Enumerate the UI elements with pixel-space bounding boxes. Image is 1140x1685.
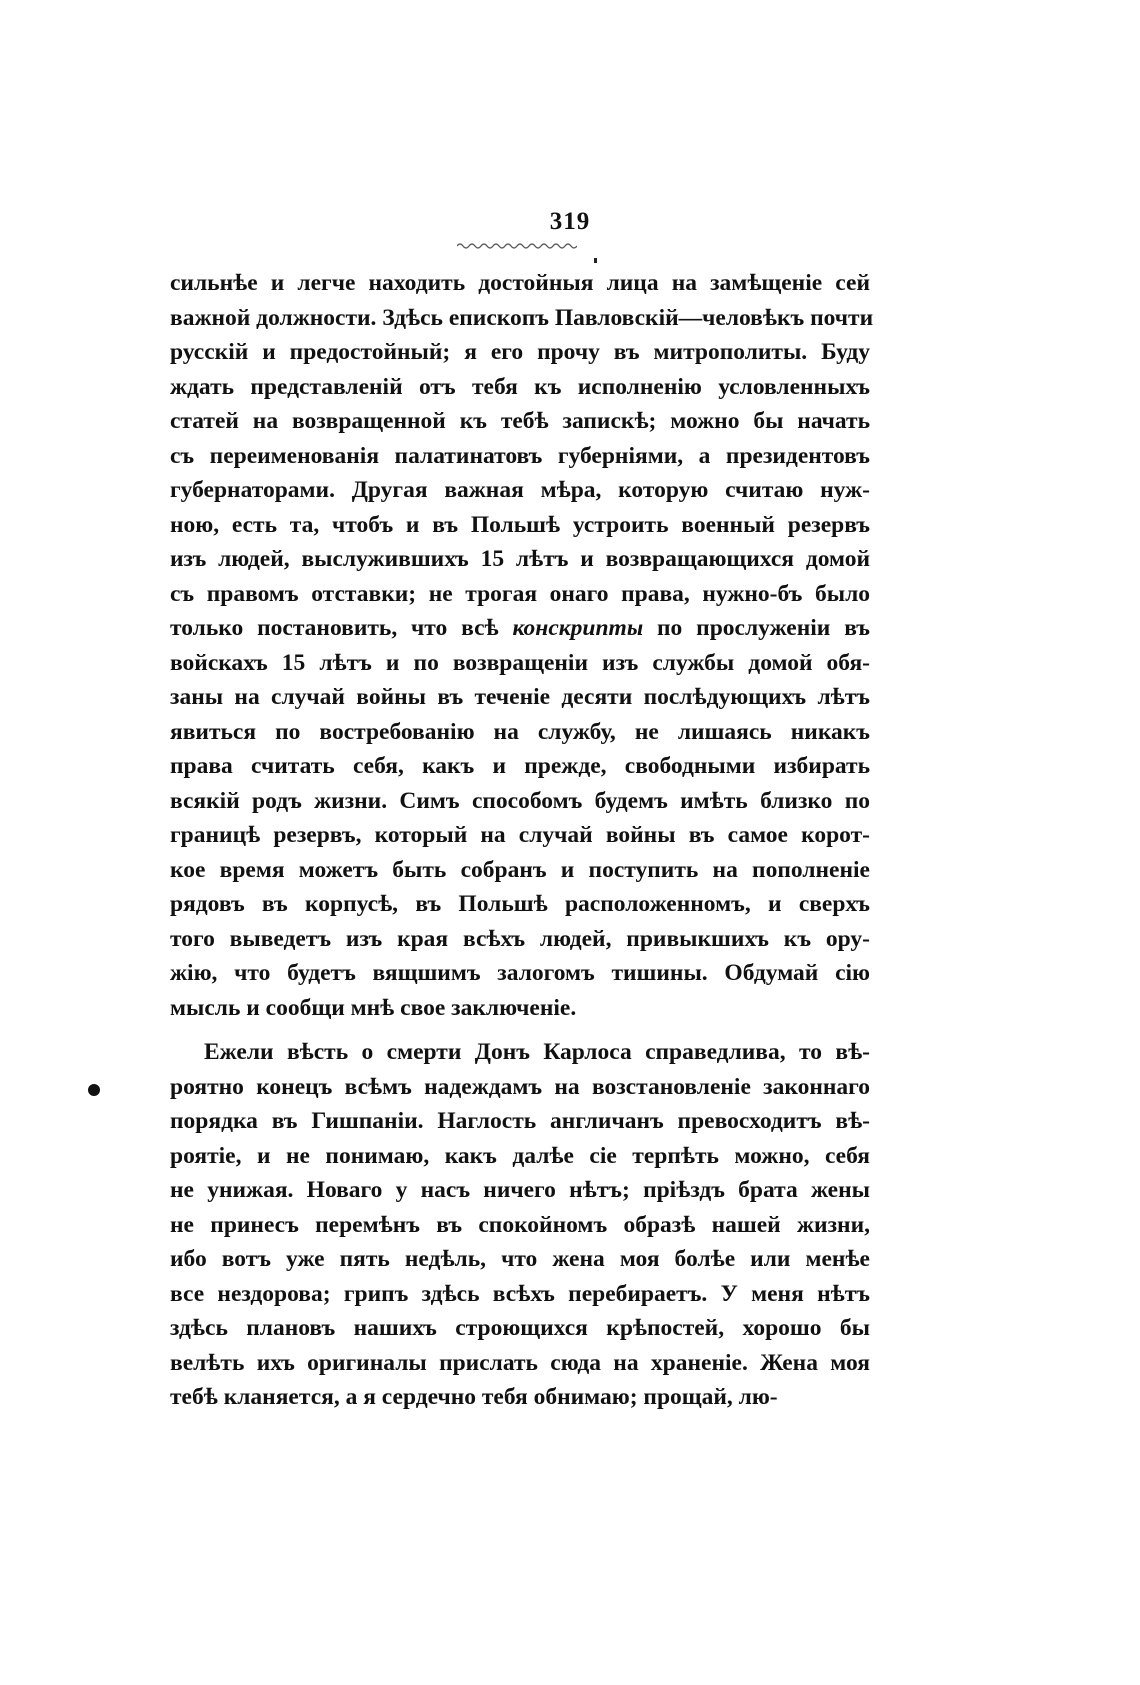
text-line: жію, что будетъ вящшимъ залогомъ тишины. Обдумай сію bbox=[170, 960, 870, 986]
text-line: порядка въ Гишпаніи. Наглость англичанъ превосходитъ вѣ- bbox=[170, 1108, 870, 1134]
text-line: явиться по востребованію на службу, не лишаясь никакъ bbox=[170, 718, 870, 745]
text-line: статей на возвращенной къ тебѣ запискѣ; можно бы начать bbox=[170, 408, 870, 434]
text-line: кое время можетъ быть собранъ и поступить на пополненіе bbox=[170, 856, 870, 883]
margin-dot bbox=[88, 1084, 100, 1096]
text-line: роятіе, и не понимаю, какъ далѣе сіе терпѣть можно, себя bbox=[170, 1142, 870, 1169]
text-line: роятно конецъ всѣмъ надеждамъ на возстановленіе законнаго bbox=[170, 1073, 870, 1100]
text-line: все нездорова; грипъ здѣсь всѣхъ перебираетъ. У меня нѣтъ bbox=[170, 1280, 870, 1307]
text-line: не унижая. Новаго у насъ ничего нѣтъ; пріѣздъ брата жены bbox=[170, 1177, 870, 1203]
text-line: тебѣ кланяется, а я сердечно тебя обнимаю; прощай, лю- bbox=[170, 1384, 778, 1410]
text-line: заны на случай войны въ теченіе десяти послѣдующихъ лѣтъ bbox=[170, 684, 870, 710]
paragraph-1 bbox=[170, 266, 874, 1025]
page-number-rule bbox=[457, 242, 577, 250]
text-line: того выведетъ изъ края всѣхъ людей, привыкшихъ къ ору- bbox=[170, 925, 870, 952]
print-speck bbox=[594, 258, 597, 263]
text-line: всякій родъ жизни. Симъ способомъ будемъ имѣть близко по bbox=[170, 787, 870, 814]
paragraph-gap bbox=[170, 1025, 870, 1035]
text-line: ждать представленій отъ тебя къ исполненію условленныхъ bbox=[170, 373, 870, 400]
text-line: губернаторами. Другая важная мѣра, которую считаю нуж- bbox=[170, 477, 870, 503]
text-line: велѣть ихъ оригиналы прислать сюда на храненіе. Жена моя bbox=[170, 1349, 870, 1376]
text-line: только постановить, что всѣ конскрипты по прослуженіи въ bbox=[170, 615, 870, 641]
emphasized-word: конскрипты bbox=[512, 615, 644, 641]
page-number: 319 bbox=[549, 208, 591, 235]
paragraph-2 bbox=[170, 1035, 870, 1415]
text-line: границѣ резервъ, который на случай войны въ самое корот- bbox=[170, 822, 870, 848]
text-line: сильнѣе и легче находить достойныя лица на замѣщеніе сей bbox=[170, 270, 870, 296]
text-line: войскахъ 15 лѣтъ и по возвращеніи изъ службы домой обя- bbox=[170, 649, 870, 676]
text-line: ною, есть та, чтобъ и въ Польшѣ устроить военный резервъ bbox=[170, 511, 870, 538]
text-line: изъ людей, выслужившихъ 15 лѣтъ и возвращающихся домой bbox=[170, 546, 870, 572]
text-line: здѣсь плановъ нашихъ строющихся крѣпостей, хорошо бы bbox=[170, 1315, 870, 1341]
text-line: съ правомъ отставки; не трогая онаго права, нужно-бъ было bbox=[170, 580, 870, 607]
text-line: важной должности. Здѣсь епископъ Павловскій—человѣкъ почти bbox=[170, 304, 874, 331]
text-line: русскій и предостойный; я его прочу въ митрополиты. Буду bbox=[170, 339, 870, 365]
body-text bbox=[170, 266, 874, 1415]
text-line: права считать себя, какъ и прежде, свободными избирать bbox=[170, 753, 870, 779]
text-line: съ переименованія палатинатовъ губерніями, а президентовъ bbox=[170, 442, 870, 469]
text-line: не принесъ перемѣнъ въ спокойномъ образѣ нашей жизни, bbox=[170, 1211, 870, 1238]
text-line: Ежели вѣсть о смерти Донъ Карлоса справедлива, то вѣ- bbox=[204, 1039, 870, 1065]
text-line: мысль и сообщи мнѣ свое заключеніе. bbox=[170, 994, 577, 1021]
text-line: ибо вотъ уже пять недѣль, что жена моя болѣе или менѣе bbox=[170, 1246, 870, 1272]
text-line: рядовъ въ корпусѣ, въ Польшѣ расположенномъ, и сверхъ bbox=[170, 891, 870, 917]
